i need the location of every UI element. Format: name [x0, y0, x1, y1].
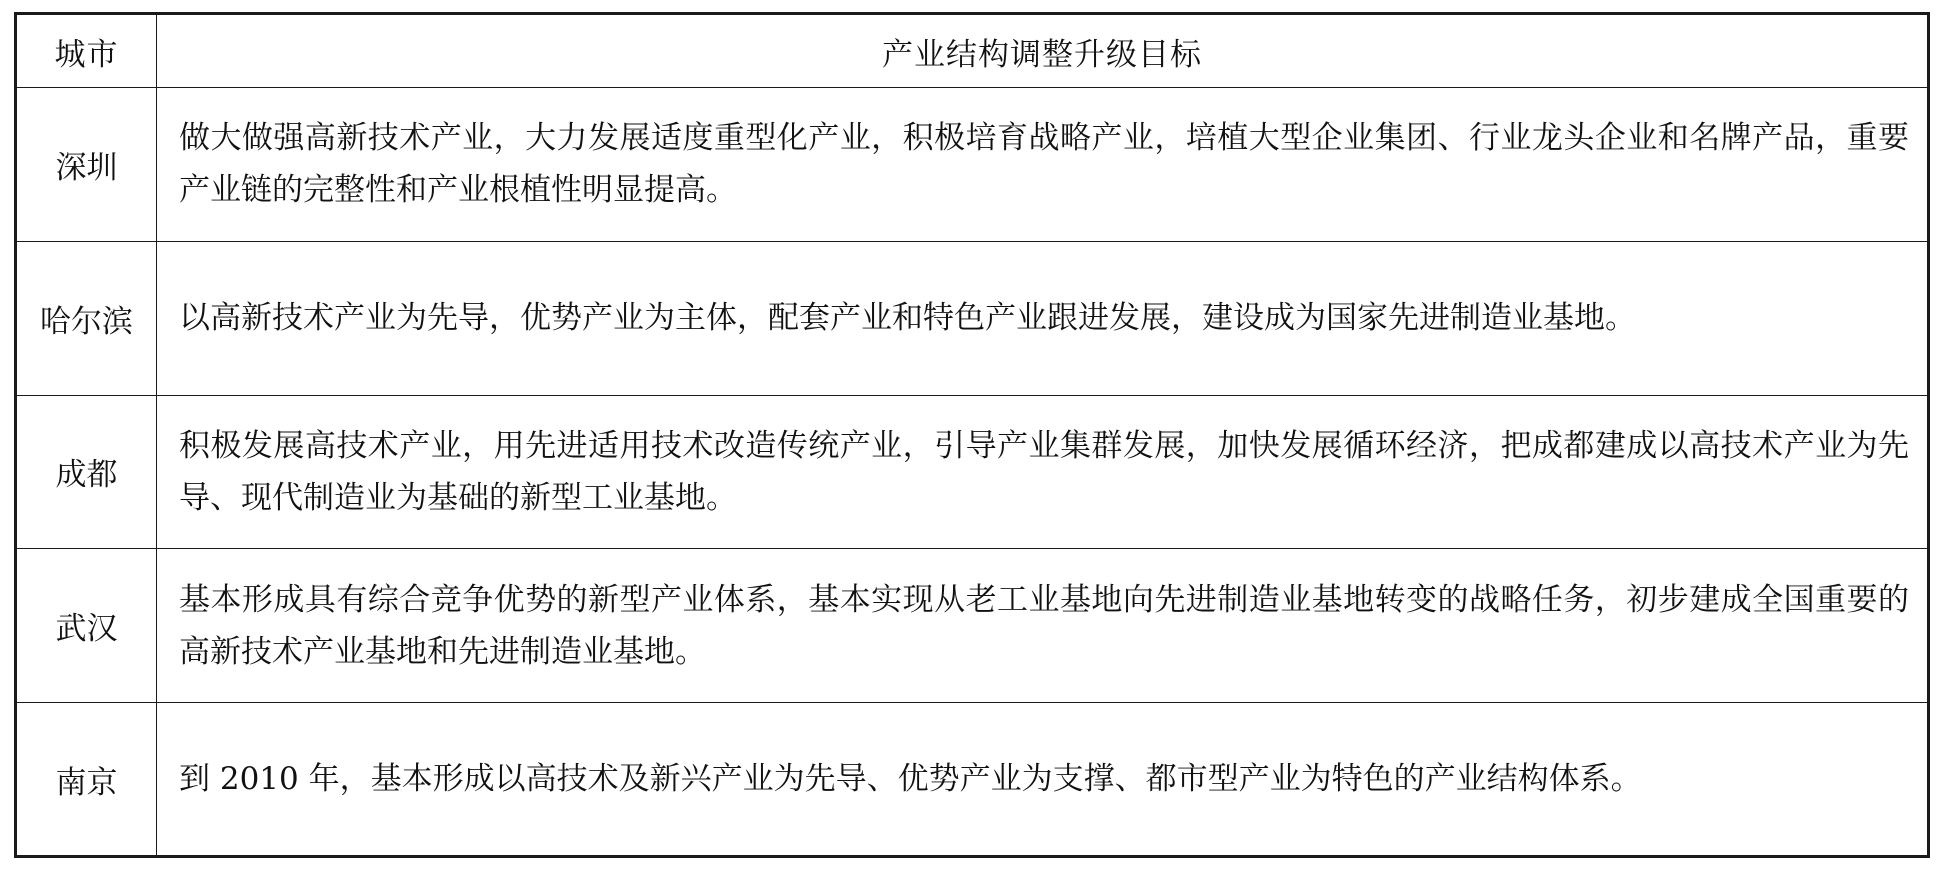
city-cell: 武汉: [16, 549, 157, 703]
table-row: [16, 395, 1929, 549]
goal-cell: 积极发展高技术产业，用先进适用技术改造传统产业，引导产业集群发展，加快发展循环经济，把成都建成以高技术产业为先导、现代制造业为基础的新型工业基地。: [157, 395, 1929, 549]
city-cell: 深圳: [16, 88, 157, 242]
table-row: [16, 88, 1929, 242]
header-goal: 产业结构调整升级目标: [157, 14, 1929, 88]
goal-cell: 以高新技术产业为先导，优势产业为主体，配套产业和特色产业跟进发展，建设成为国家先进制造业基地。: [157, 241, 1929, 395]
industry-upgrade-table: [14, 12, 1930, 858]
table-container: [14, 12, 1930, 858]
city-cell: 南京: [16, 703, 157, 857]
city-cell: 成都: [16, 395, 157, 549]
city-cell: 哈尔滨: [16, 241, 157, 395]
goal-cell: 到 2010 年，基本形成以高技术及新兴产业为先导、优势产业为支撑、都市型产业为特色的产业结构体系。: [157, 703, 1929, 857]
table-row: [16, 549, 1929, 703]
table-header-row: [16, 14, 1929, 88]
goal-cell: 做大做强高新技术产业，大力发展适度重型化产业，积极培育战略产业，培植大型企业集团、行业龙头企业和名牌产品，重要产业链的完整性和产业根植性明显提高。: [157, 88, 1929, 242]
table-row: [16, 703, 1929, 857]
goal-cell: 基本形成具有综合竞争优势的新型产业体系，基本实现从老工业基地向先进制造业基地转变的战略任务，初步建成全国重要的高新技术产业基地和先进制造业基地。: [157, 549, 1929, 703]
table-row: [16, 241, 1929, 395]
header-city: 城市: [16, 14, 157, 88]
